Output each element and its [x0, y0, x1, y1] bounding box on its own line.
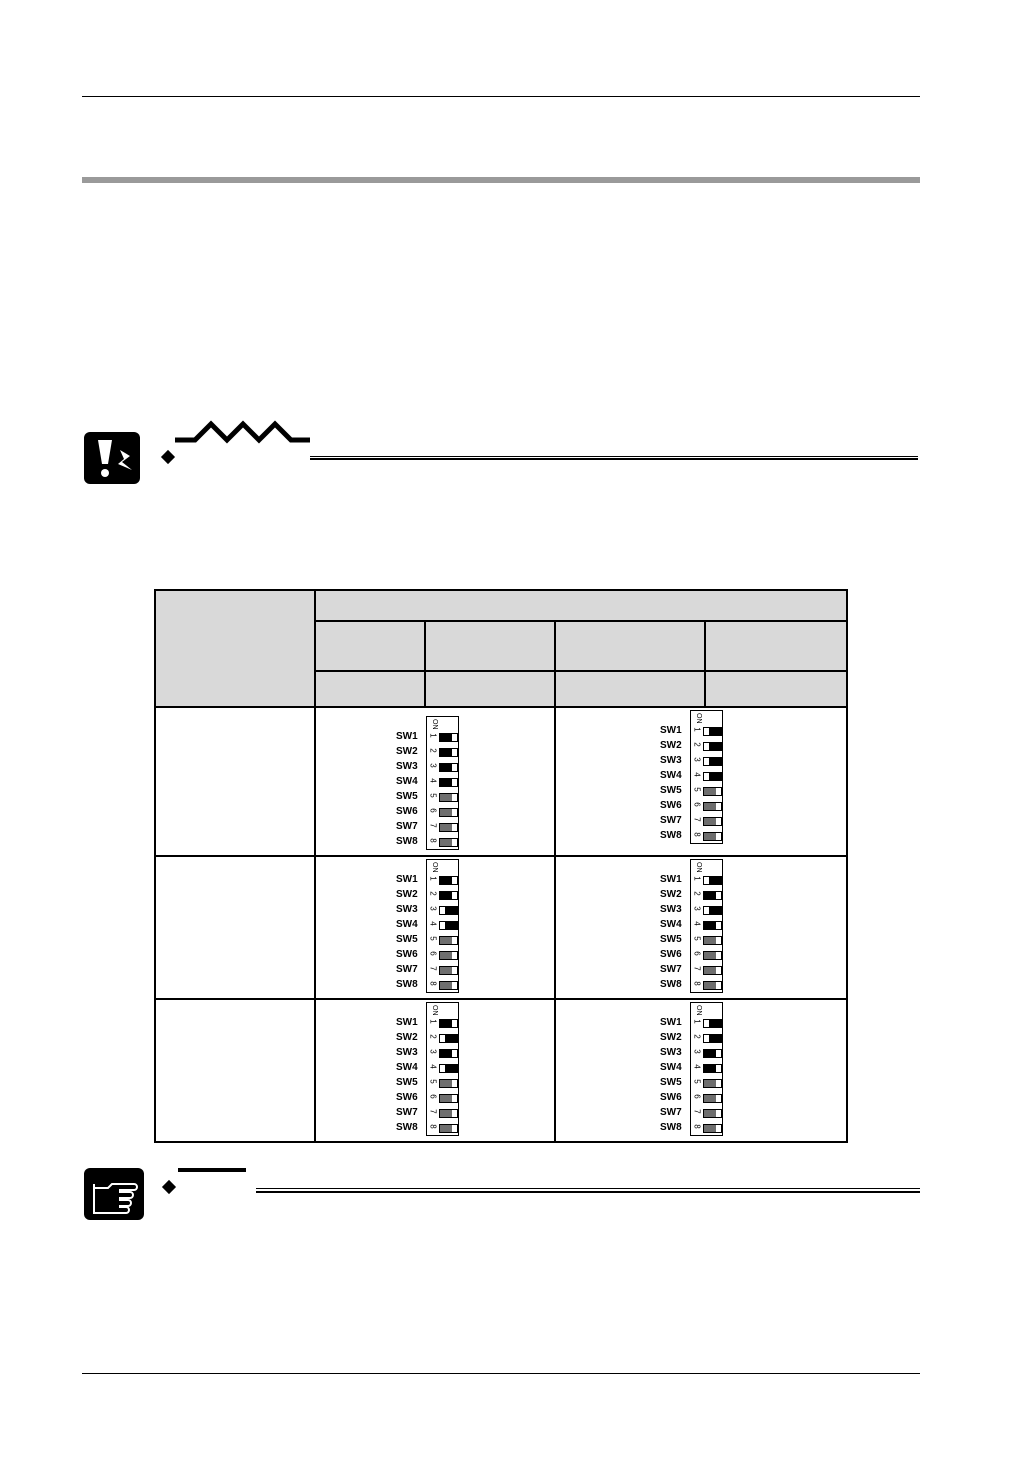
switch-label: SW7: [396, 964, 418, 975]
dip-switch-number: 3: [428, 763, 438, 768]
dip-switch-toggle: [703, 951, 722, 960]
switch-label: SW3: [396, 761, 418, 772]
dip-switch-number: 8: [428, 838, 438, 843]
table-subheader: [315, 671, 425, 707]
switch-label: SW6: [660, 949, 682, 960]
switch-label: SW3: [396, 1047, 418, 1058]
switch-label: SW3: [660, 1047, 682, 1058]
dip-switch-knob: [709, 907, 721, 914]
switch-label: SW4: [660, 919, 682, 930]
dip-switch-row: [427, 873, 460, 888]
dip-on-label: ON: [430, 719, 438, 730]
dip-switch-number: 7: [428, 1109, 438, 1114]
switch-label: SW2: [396, 889, 418, 900]
table-subheader: [315, 621, 425, 671]
dip-switch-knob: [709, 728, 721, 735]
dip-switch-knob: [440, 1125, 452, 1132]
dip-switch-toggle: [703, 1079, 722, 1088]
table-subheader: [425, 671, 555, 707]
dip-on-label: ON: [694, 1005, 702, 1016]
dip-switch-knob: [704, 967, 716, 974]
switch-labels: [396, 1002, 418, 1136]
dip-switch-number: 8: [692, 1124, 702, 1129]
dip-switch-number: 4: [428, 921, 438, 926]
table-row: [155, 999, 847, 1142]
dip-switch-number: 8: [428, 1124, 438, 1129]
dip-switch-toggle: [439, 808, 458, 817]
dip-switch-knob: [704, 1065, 716, 1072]
row-label: [155, 856, 315, 999]
switch-label: SW7: [660, 964, 682, 975]
switch-label: SW3: [660, 904, 682, 915]
dip-switch-number: 3: [692, 906, 702, 911]
dip-switch-knob: [440, 824, 452, 831]
note-heading-bar: [178, 1168, 246, 1172]
dip-switch-row: [427, 1016, 460, 1031]
dip-switch-knob: [440, 952, 452, 959]
dip-switch-number: 5: [428, 936, 438, 941]
dip-switch-knob: [440, 734, 452, 741]
switch-label: SW4: [660, 770, 682, 781]
dip-switch-row: [691, 724, 724, 739]
dip-switch-block: [690, 859, 723, 993]
dip-switch-toggle: [439, 748, 458, 757]
dip-switch-number: 7: [692, 1109, 702, 1114]
dip-switch-row: [691, 754, 724, 769]
dip-switch-row: [691, 1121, 724, 1136]
switch-label: SW2: [396, 1032, 418, 1043]
dip-switch-number: 3: [692, 757, 702, 762]
dip-switch-knob: [704, 818, 716, 825]
dip-switch-number: 8: [692, 832, 702, 837]
switch-label: SW1: [396, 731, 418, 742]
dip-switch-row: [427, 1046, 460, 1061]
switch-label: SW2: [660, 1032, 682, 1043]
switch-label: SW2: [660, 740, 682, 751]
table-subheader: [425, 621, 555, 671]
dip-switch-row: [427, 790, 460, 805]
dip-switch-number: 5: [692, 936, 702, 941]
dip-switch-number: 3: [428, 906, 438, 911]
dip-switch-toggle: [703, 1019, 722, 1028]
dip-switch-row: [427, 963, 460, 978]
dip-switch-knob: [704, 788, 716, 795]
note-bullet-icon: [162, 1180, 176, 1194]
dip-on-label: ON: [694, 713, 702, 724]
switch-label: SW8: [396, 836, 418, 847]
dip-switch-toggle: [703, 832, 722, 841]
dip-switch-row: [427, 805, 460, 820]
dip-switch-number: 7: [692, 966, 702, 971]
note-heading-rule: [256, 1188, 920, 1193]
dip-on-label: ON: [430, 1005, 438, 1016]
dip-switch-toggle: [703, 1094, 722, 1103]
dip-switch-knob: [440, 937, 452, 944]
dip-switch-row: [427, 1031, 460, 1046]
dip-switch-toggle: [703, 936, 722, 945]
switch-label: SW3: [660, 755, 682, 766]
row-label: [155, 999, 315, 1142]
dip-switch-toggle: [703, 876, 722, 885]
footer-rule: [82, 1373, 920, 1374]
dip-switch-knob: [704, 803, 716, 810]
dip-switch-knob: [440, 967, 452, 974]
switch-labels: [660, 1002, 682, 1136]
dip-switch-knob: [440, 1080, 452, 1087]
switch-label: SW7: [660, 815, 682, 826]
dip-switch-row: [691, 1106, 724, 1121]
dip-switch-knob: [445, 907, 457, 914]
switch-label: SW6: [396, 949, 418, 960]
switch-label: SW5: [396, 934, 418, 945]
dip-switch-block: [426, 1002, 459, 1136]
dip-switch-block: [690, 1002, 723, 1136]
switch-label: SW8: [660, 1122, 682, 1133]
dip-switch-toggle: [439, 876, 458, 885]
dip-switch-row: [691, 799, 724, 814]
dip-switch-toggle: [439, 906, 458, 915]
switch-label: SW7: [396, 1107, 418, 1118]
switch-label: SW4: [396, 919, 418, 930]
dip-switch-number: 7: [692, 817, 702, 822]
dip-switch-row: [691, 1076, 724, 1091]
switch-label: SW4: [396, 1062, 418, 1073]
dip-switch-knob: [709, 743, 721, 750]
dip-switch-toggle: [703, 742, 722, 751]
dip-switch-toggle: [439, 778, 458, 787]
dip-switch-block: [426, 859, 459, 993]
dip-switch-knob: [445, 1065, 457, 1072]
dip-switch-row: [691, 1031, 724, 1046]
dip-switch: [660, 1002, 723, 1136]
dip-switch-row: [427, 760, 460, 775]
dip-switch-number: 2: [692, 1034, 702, 1039]
switch-label: SW4: [660, 1062, 682, 1073]
dip-switch-row: [427, 948, 460, 963]
dip-switch-row: [427, 978, 460, 993]
dip-switch-number: 7: [428, 966, 438, 971]
dip-switch-knob: [704, 952, 716, 959]
dip-switch: [660, 710, 723, 844]
dip-switch-number: 6: [692, 1094, 702, 1099]
dip-switch-row: [427, 1061, 460, 1076]
dip-switch-number: 8: [692, 981, 702, 986]
dip-switch: [396, 1002, 459, 1136]
dip-switch-row: [427, 775, 460, 790]
dip-switch-row: [691, 873, 724, 888]
dip-config-cell: [555, 999, 847, 1142]
dip-switch-knob: [704, 1095, 716, 1102]
switch-label: SW6: [660, 1092, 682, 1103]
switch-label: SW6: [396, 1092, 418, 1103]
dip-switch-toggle: [703, 787, 722, 796]
dip-switch-row: [691, 1091, 724, 1106]
dip-switch-block: [690, 710, 723, 844]
switch-label: SW1: [660, 725, 682, 736]
dip-switch-toggle: [439, 891, 458, 900]
dip-switch-knob: [704, 892, 716, 899]
dip-switch-knob: [440, 982, 452, 989]
dip-switch-number: 6: [428, 1094, 438, 1099]
dip-switch-block: [426, 716, 459, 850]
dip-switch-row: [691, 918, 724, 933]
dip-switch-number: 4: [692, 921, 702, 926]
dip-switch-knob: [440, 794, 452, 801]
dip-switch-row: [691, 933, 724, 948]
switch-label: SW5: [396, 791, 418, 802]
dip-switch-row: [427, 730, 460, 745]
dip-switch: [396, 859, 459, 993]
row-label: [155, 707, 315, 856]
dip-switch-toggle: [439, 1124, 458, 1133]
dip-switch-knob: [440, 809, 452, 816]
dip-switch-row: [691, 948, 724, 963]
dip-switch-toggle: [439, 921, 458, 930]
table-row: [155, 856, 847, 999]
switch-label: SW7: [660, 1107, 682, 1118]
switch-label: SW7: [396, 821, 418, 832]
switch-label: SW8: [396, 979, 418, 990]
dip-switch-toggle: [703, 921, 722, 930]
dip-on-label: ON: [430, 862, 438, 873]
dip-switch-knob: [709, 758, 721, 765]
dip-switch-number: 1: [428, 733, 438, 738]
dip-switch-toggle: [439, 838, 458, 847]
dip-switch-row: [691, 784, 724, 799]
dip-switch-number: 1: [428, 1019, 438, 1024]
dip-switch-knob: [704, 1110, 716, 1117]
dip-switch-row: [427, 918, 460, 933]
dip-switch-number: 1: [692, 876, 702, 881]
switch-label: SW5: [660, 1077, 682, 1088]
dip-switch-toggle: [703, 1049, 722, 1058]
switch-label: SW5: [660, 934, 682, 945]
dip-switch-row: [691, 1046, 724, 1061]
dip-switch-row: [691, 769, 724, 784]
dip-switch-knob: [440, 1110, 452, 1117]
dip-switch-knob: [440, 764, 452, 771]
dip-switch-toggle: [439, 1094, 458, 1103]
dip-switch-toggle: [439, 1109, 458, 1118]
dip-switch-knob: [709, 773, 721, 780]
dip-switch-knob: [440, 749, 452, 756]
dip-switch-number: 2: [692, 742, 702, 747]
dip-switch-toggle: [439, 951, 458, 960]
dip-switch-number: 2: [428, 748, 438, 753]
switch-labels: [660, 859, 682, 993]
dip-switch-row: [427, 933, 460, 948]
dip-config-cell: [555, 707, 847, 856]
dip-switch-number: 1: [692, 727, 702, 732]
switch-labels: [660, 710, 682, 844]
caution-heading-rule: [310, 456, 918, 460]
dip-switch-knob: [440, 779, 452, 786]
dip-switch-toggle: [703, 1034, 722, 1043]
switch-label: SW2: [396, 746, 418, 757]
dip-switch-number: 3: [692, 1049, 702, 1054]
dip-config-cell: [315, 856, 555, 999]
switch-label: SW6: [396, 806, 418, 817]
table-row: [155, 707, 847, 856]
dip-switch-row: [691, 978, 724, 993]
dip-switch-row: [691, 739, 724, 754]
dip-switch-number: 2: [428, 1034, 438, 1039]
dip-switch-toggle: [439, 966, 458, 975]
dip-switch-toggle: [439, 793, 458, 802]
dip-switch-knob: [704, 833, 716, 840]
dip-switch-toggle: [439, 733, 458, 742]
table-corner-header: [155, 590, 315, 707]
header-rule: [82, 96, 920, 97]
dip-config-cell: [315, 707, 555, 856]
dip-switch-knob: [440, 877, 452, 884]
table-subheader: [555, 671, 705, 707]
dip-switch-toggle: [439, 823, 458, 832]
dip-switch-toggle: [703, 727, 722, 736]
switch-label: SW1: [396, 1017, 418, 1028]
dip-switch-knob: [709, 1020, 721, 1027]
dip-switch-toggle: [703, 772, 722, 781]
switch-labels: [396, 716, 418, 850]
dip-switch-knob: [704, 937, 716, 944]
switch-label: SW1: [660, 874, 682, 885]
dip-switch-knob: [709, 877, 721, 884]
dip-switch-table: [154, 589, 848, 1143]
dip-switch: [660, 859, 723, 993]
dip-switch-row: [427, 820, 460, 835]
dip-switch-row: [691, 1016, 724, 1031]
table-subheader: [705, 621, 847, 671]
dip-on-label: ON: [694, 862, 702, 873]
dip-switch-toggle: [439, 1064, 458, 1073]
switch-label: SW5: [660, 785, 682, 796]
dip-switch-knob: [440, 1050, 452, 1057]
dip-switch-knob: [440, 1095, 452, 1102]
section-title-bar: [82, 177, 920, 183]
dip-switch-number: 1: [428, 876, 438, 881]
dip-switch-number: 3: [428, 1049, 438, 1054]
dip-switch: [396, 716, 459, 850]
dip-switch-number: 4: [692, 772, 702, 777]
switch-labels: [396, 859, 418, 993]
switch-label: SW8: [660, 979, 682, 990]
dip-switch-knob: [709, 1035, 721, 1042]
dip-switch-toggle: [439, 936, 458, 945]
dip-switch-toggle: [439, 1034, 458, 1043]
dip-switch-knob: [704, 922, 716, 929]
dip-switch-toggle: [439, 1049, 458, 1058]
dip-switch-knob: [445, 922, 457, 929]
dip-switch-row: [691, 1061, 724, 1076]
dip-switch-row: [691, 963, 724, 978]
switch-label: SW8: [396, 1122, 418, 1133]
dip-switch-number: 5: [428, 1079, 438, 1084]
table-group-header: [315, 590, 847, 621]
dip-switch-knob: [440, 839, 452, 846]
dip-switch-number: 5: [692, 1079, 702, 1084]
dip-config-cell: [555, 856, 847, 999]
caution-bullet-icon: [161, 450, 175, 464]
dip-switch-row: [427, 903, 460, 918]
dip-switch-number: 2: [428, 891, 438, 896]
pointing-hand-icon: [84, 1168, 144, 1220]
dip-switch-knob: [445, 1035, 457, 1042]
dip-switch-toggle: [703, 757, 722, 766]
dip-switch-toggle: [703, 906, 722, 915]
dip-switch-row: [427, 1091, 460, 1106]
switch-label: SW4: [396, 776, 418, 787]
dip-switch-row: [691, 903, 724, 918]
dip-switch-number: 7: [428, 823, 438, 828]
dip-switch-row: [427, 888, 460, 903]
caution-icon: [84, 432, 140, 484]
dip-switch-number: 6: [692, 802, 702, 807]
dip-switch-knob: [440, 892, 452, 899]
dip-switch-knob: [704, 1125, 716, 1132]
dip-switch-toggle: [703, 1124, 722, 1133]
switch-label: SW2: [660, 889, 682, 900]
dip-switch-number: 4: [428, 778, 438, 783]
switch-label: SW1: [660, 1017, 682, 1028]
dip-switch-toggle: [439, 981, 458, 990]
dip-switch-number: 2: [692, 891, 702, 896]
dip-switch-toggle: [703, 1109, 722, 1118]
dip-switch-row: [427, 1106, 460, 1121]
dip-switch-knob: [704, 1050, 716, 1057]
dip-switch-knob: [704, 982, 716, 989]
dip-switch-number: 1: [692, 1019, 702, 1024]
dip-switch-number: 4: [428, 1064, 438, 1069]
dip-switch-toggle: [703, 966, 722, 975]
table-subheader: [555, 621, 705, 671]
table-subheader: [705, 671, 847, 707]
dip-switch-toggle: [439, 763, 458, 772]
dip-switch-row: [427, 835, 460, 850]
dip-switch-number: 5: [428, 793, 438, 798]
dip-switch-number: 8: [428, 981, 438, 986]
switch-label: SW3: [396, 904, 418, 915]
switch-label: SW8: [660, 830, 682, 841]
dip-switch-toggle: [703, 981, 722, 990]
switch-label: SW6: [660, 800, 682, 811]
dip-switch-number: 6: [428, 808, 438, 813]
dip-switch-number: 6: [428, 951, 438, 956]
dip-switch-row: [691, 829, 724, 844]
dip-switch-row: [691, 888, 724, 903]
dip-switch-toggle: [703, 817, 722, 826]
dip-switch-number: 5: [692, 787, 702, 792]
dip-switch-row: [427, 745, 460, 760]
dip-switch-toggle: [439, 1019, 458, 1028]
dip-switch-toggle: [703, 1064, 722, 1073]
dip-config-cell: [315, 999, 555, 1142]
switch-label: SW1: [396, 874, 418, 885]
dip-switch-toggle: [439, 1079, 458, 1088]
switch-label: SW5: [396, 1077, 418, 1088]
dip-switch-toggle: [703, 891, 722, 900]
dip-switch-row: [691, 814, 724, 829]
dip-switch-toggle: [703, 802, 722, 811]
dip-switch-number: 4: [692, 1064, 702, 1069]
dip-switch-knob: [440, 1020, 452, 1027]
dip-switch-knob: [704, 1080, 716, 1087]
dip-switch-number: 6: [692, 951, 702, 956]
caution-heading-wave: [175, 418, 310, 444]
dip-switch-row: [427, 1121, 460, 1136]
dip-switch-row: [427, 1076, 460, 1091]
